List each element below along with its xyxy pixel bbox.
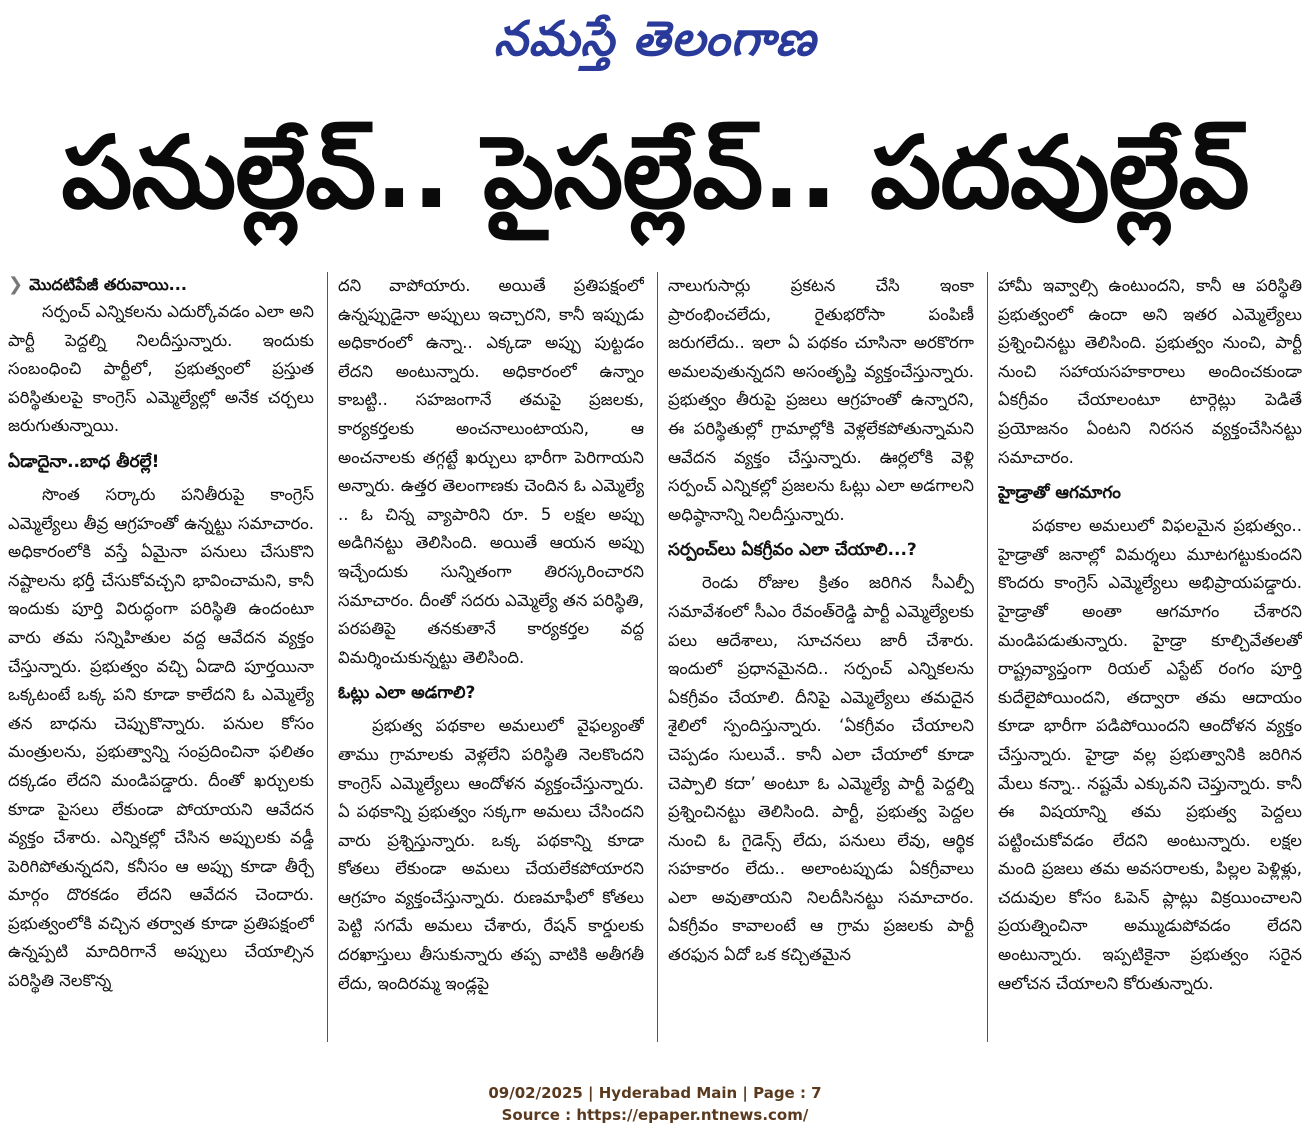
- paragraph: దని వాపోయారు. అయితే ప్రతిపక్షంలో ఉన్నప్పుడైనా అప్పులు ఇచ్చారని, కానీ ఇప్పుడు అధికారంలో ఉన్నా.. ఎక్కడా అప్పు పుట్టడం లేదని అంటున్నారు. అధికారంలో ఉన్నాం కాబట్టి.. సహజంగానే తమపై ప్రజలకు, కార్యకర్తలకు అంచనాలుంటాయని, ఆ అంచనాలకు తగ్గట్టే ఖర్చులు భారీగా పెరిగాయని అన్నారు. ఉత్తర తెలంగాణకు చెందిన ఓ ఎమ్మెల్యే .. ఓ చిన్న వ్యాపారిని రూ. 5 లక్షల అప్పు అడిగినట్టు తెలిసింది. అయితే ఆయన అప్పు ఇచ్చేందుకు సున్నితంగా తిరస్కరించారని సమాచారం. దీంతో సదరు ఎమ్మెల్యే తన పరిస్థితి, పరపతిపై తనకుతానే కార్యకర్తల వద్ద విమర్శించుకున్నట్టు తెలిసింది.: [338, 276, 644, 667]
- masthead-logo-text: నమస్తే తెలంగాణ: [493, 11, 817, 67]
- paragraph: సొంత సర్కారు పనితీరుపై కాంగ్రెస్ ఎమ్మెల్యేలు తీవ్ర ఆగ్రహంతో ఉన్నట్టు సమాచారం. అధికారంలోకి వస్తే ఏమైనా పనులు చేసుకొని నష్టాలను భర్తీ చేసుకోవచ్చని భావించామని, కానీ ఇందుకు పూర్తి విరుద్ధంగా పరిస్థితి ఉందంటూ వారు తమ సన్నిహితుల వద్ద ఆవేదన వ్యక్తం చేస్తున్నారు. ప్రభుత్వం వచ్చి ఏడాది పూర్తయినా ఒక్కటంటే ఒక్క పని కూడా కాలేదని ఓ ఎమ్మెల్యే తన బాధను చెప్పుకొన్నారు. పనుల కోసం మంత్రులను, ప్రభుత్వాన్ని సంప్రదించినా ఫలితం దక్కడం లేదని మండిపడ్డారు. దీంతో ఖర్చులకు కూడా పైసలు లేకుండా పోయాయని ఆవేదన వ్యక్తం చేశారు. ఎన్నికల్లో చేసిన అప్పులకు వడ్డీ పెరిగిపోతున్నదని, కనీసం ఆ అప్పు కూడా తీర్చే మార్గం దొరకడం లేదని ఆవేదన చెందారు. ప్రభుత్వంలోకి వచ్చిన తర్వాత కూడా ప్రతిపక్షంలో ఉన్నప్పటి మాదిరిగానే అప్పులు చేయాల్సిన పరిస్థితి నెలకొన్న: [8, 484, 314, 991]
- paragraph: నాలుగుసార్లు ప్రకటన చేసి ఇంకా ప్రారంభించలేదు, రైతుభరోసా పంపిణీ జరుగలేదు.. ఇలా ఏ పథకం చూసినా అరకొరగా అమలవుతున్నదని అసంతృప్తి వ్యక్తంచేస్తున్నారు. ప్రభుత్వం తీరుపై ప్రజలు ఆగ్రహంతో ఉన్నారని, ఈ పరిస్థితుల్లో గ్రామాల్లోకి వెళ్లలేకపోతున్నామని ఆవేదన వ్యక్తం చేస్తున్నారు. ఊర్లలోకి వెళ్లి సర్పంచ్ ఎన్నికల్లో ప్రజలను ఓట్లు ఎలా అడగాలని అధిష్ఠానాన్ని నిలదీస్తున్నారు.: [668, 276, 974, 524]
- column-divider: [327, 272, 328, 1042]
- subheading: హైడ్రాతో ఆగమాగం: [998, 483, 1121, 504]
- article-column-4: [998, 272, 1302, 1042]
- article-column-3: [668, 272, 974, 1042]
- paragraph: ప్రభుత్వ పథకాల అమలులో వైఫల్యంతో తాము గ్రామాలకు వెళ్లలేని పరిస్థితి నెలకొందని కాంగ్రెస్ ఎమ్మెల్యేలు ఆందోళన వ్యక్తంచేస్తున్నారు. ఏ పథకాన్ని ప్రభుత్వం సక్కగా అమలు చేసిందని వారు ప్రశ్నిస్తున్నారు. ఒక్క పథకాన్ని కూడా కోతలు లేకుండా అమలు చేయలేకపోయారని ఆగ్రహం వ్యక్తంచేస్తున్నారు. రుణమాఫీలో కోతలు పెట్టి సగమే అమలు చేశారు, రేషన్ కార్డులకు దరఖాస్తులు తీసుకున్నారు తప్ప వాటికి అతీగతీ లేదు, ఇందిరమ్మ ఇండ్లపై: [338, 716, 644, 993]
- paragraph: సర్పంచ్ ఎన్నికలను ఎదుర్కోవడం ఎలా అని పార్టీ పెద్దల్ని నిలదీస్తున్నారు. ఇందుకు సంబంధించి పార్టీలో, ప్రభుత్వంలో ప్రస్తుత పరిస్థితులపై కాంగ్రెస్ ఎమ్మెల్యేల్లో అనేక చర్చలు జరుగుతున్నాయి.: [8, 302, 314, 436]
- paragraph: రెండు రోజుల క్రితం జరిగిన సీఎల్పీ సమావేశంలో సీఎం రేవంత్‌రెడ్డి పార్టీ ఎమ్మెల్యేలకు పలు ఆదేశాలు, సూచనలు జారీ చేశారు. ఇందులో ప్రధానమైనది.. సర్పంచ్ ఎన్నికలను ఏకగ్రీవం చేయాలి. దీనిపై ఎమ్మెల్యేలు తమదైన శైలిలో స్పందిస్తున్నారు. ‘ఏకగ్రీవం చేయాలని చెప్పడం సులువే.. కానీ ఎలా చేయాలో కూడా చెప్పాలి కదా’ అంటూ ఓ ఎమ్మెల్యే పార్టీ పెద్దల్ని ప్రశ్నించినట్టు తెలిసింది. పార్టీ, ప్రభుత్వ పెద్దల నుంచి ఓ గైడెన్స్ లేదు, పనులు లేవు, ఆర్థిక సహకారం లేదు.. అలాంటప్పుడు ఏకగ్రీవాలు ఎలా అవుతాయని నిలదీసినట్టు సమాచారం. ఏకగ్రీవం కావాలంటే ఆ గ్రామ ప్రజలకు పార్టీ తరఫున ఏదో ఒక కచ్చితమైన: [668, 573, 974, 965]
- column-divider: [987, 272, 988, 1042]
- headline-text: పనుల్లేవ్.. పైసల్లేవ్.. పదవుల్లేవ్: [61, 114, 1249, 231]
- subheading: సర్పంచ్‌లు ఏకగ్రీవం ఎలా చేయాలి...?: [668, 540, 917, 561]
- paragraph: పథకాల అమలులో విఫలమైన ప్రభుత్వం.. హైడ్రాతో జనాల్లో విమర్శలు మూటగట్టుకుందని కొందరు కాంగ్రెస్ ఎమ్మెల్యేలు అభిప్రాయపడ్డారు. హైడ్రాతో అంతా ఆగమాగం చేశారని మండిపడుతున్నారు. హైడ్రా కూల్చివేతలతో రాష్ట్రవ్యాప్తంగా రియల్ ఎస్టేట్ రంగం పూర్తి కుదేలైపోయిందని, తద్వారా తమ ఆదాయం కూడా భారీగా పడిపోయిందని ఆందోళన వ్యక్తం చేస్తున్నారు. హైడ్రా వల్ల ప్రభుత్వానికి జరిగిన మేలు కన్నా.. నష్టమే ఎక్కువని చెప్తున్నారు. కానీ ఈ విషయాన్ని తమ ప్రభుత్వ పెద్దలు పట్టించుకోవడం లేదని అంటున్నారు. లక్షల మంది ప్రజలు తమ అవసరాలకు, పిల్లల పెళ్లిళ్లు, చదువుల కోసం ఓపెన్ ప్లాట్లు విక్రయించాలని ప్రయత్నించినా అమ్ముడుపోవడం లేదని అంటున్నారు. ఇప్పటికైనా ప్రభుత్వం సరైన ఆలోచన చేయాలని కోరుతున్నారు.: [998, 516, 1302, 993]
- subheading: ఏడాదైనా..బాధ తీరల్లే!: [8, 451, 160, 472]
- paragraph: హామీ ఇవ్వాల్సి ఉంటుందని, కానీ ఆ పరిస్థితి ప్రభుత్వంలో ఉందా అని ఇతర ఎమ్మెల్యేలు ప్రశ్నించినట్టు తెలిసింది. ప్రభుత్వం నుంచి, పార్టీ నుంచి సహాయసహకారాలు అందించకుండా ఏకగ్రీవం చేయాలంటూ టార్గెట్లు పెడితే ప్రయోజనం ఏంటని నిరసన వ్యక్తంచేసినట్టు సమాచారం.: [998, 276, 1302, 467]
- article-column-1: [8, 272, 314, 1042]
- column-divider: [657, 272, 658, 1042]
- chevron-right-icon: ❯: [8, 274, 24, 295]
- source-footer: [0, 1082, 1310, 1126]
- kicker-text: మొదటిపేజీ తరువాయి...: [29, 275, 187, 294]
- article-headline: [0, 98, 1310, 258]
- source-url: Source : https://epaper.ntnews.com/: [501, 1106, 809, 1124]
- newspaper-masthead: [0, 6, 1310, 72]
- edition-info: 09/02/2025 | Hyderabad Main | Page : 7: [488, 1084, 822, 1102]
- subheading: ఓట్లు ఎలా అడగాలి?: [338, 683, 476, 704]
- article-column-2: [338, 272, 644, 1042]
- continuation-kicker: [8, 272, 314, 298]
